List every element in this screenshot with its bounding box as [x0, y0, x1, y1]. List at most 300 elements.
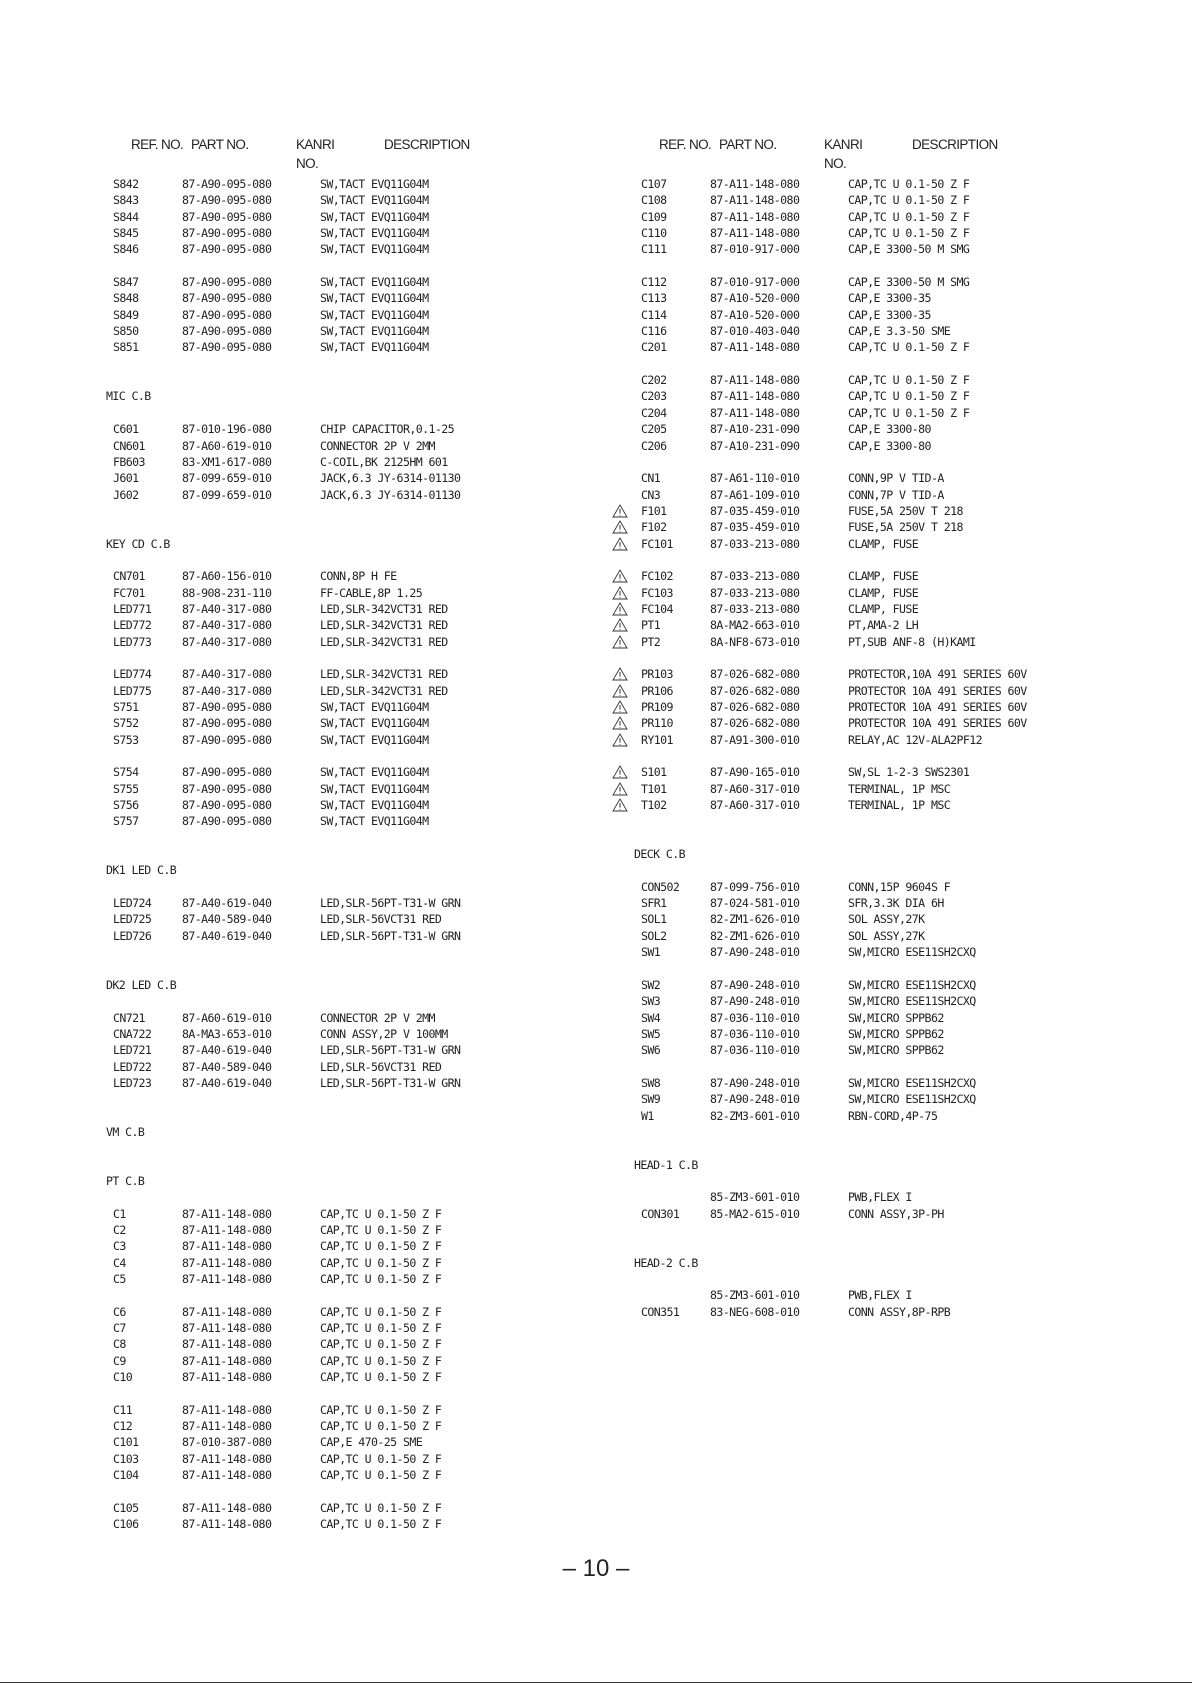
description-cell: CLAMP, FUSE — [848, 569, 919, 584]
part-no-cell: 87-A10-520-000 — [710, 291, 800, 306]
description-cell: SW,TACT EVQ11G04M — [320, 291, 429, 306]
ref-no-cell: CN3 — [641, 487, 661, 502]
spacer-row — [528, 258, 1048, 274]
description-cell: CLAMP, FUSE — [848, 536, 919, 551]
ref-no-cell: C105 — [113, 1500, 139, 1515]
ref-no-cell: LED775 — [113, 683, 152, 698]
part-row — [0, 1402, 520, 1418]
description-cell: CLAMP, FUSE — [848, 585, 919, 600]
part-row — [528, 993, 1048, 1009]
spacer-row — [528, 1124, 1048, 1140]
spacer-row — [0, 748, 520, 764]
ref-no-cell: S846 — [113, 242, 139, 257]
ref-no-cell: S847 — [113, 275, 139, 290]
ref-no-cell: RY101 — [641, 732, 673, 747]
section-heading — [0, 1173, 520, 1189]
part-row — [0, 470, 520, 486]
part-row — [0, 421, 520, 437]
part-row — [0, 1010, 520, 1026]
description-cell: SW,MICRO SPPB62 — [848, 1026, 944, 1041]
part-no-cell: 82-ZM1-626-010 — [710, 912, 800, 927]
part-no-cell: 87-A40-589-040 — [182, 1059, 272, 1074]
part-row — [0, 1206, 520, 1222]
spacer-row — [0, 405, 520, 421]
ref-no-cell: CNA722 — [113, 1026, 152, 1041]
part-row — [528, 470, 1048, 486]
description-cell: SOL ASSY,27K — [848, 928, 925, 943]
part-no-cell: 87-026-682-080 — [710, 716, 800, 731]
caution-triangle-icon — [612, 733, 628, 747]
ref-no-cell: C113 — [641, 291, 667, 306]
description-cell: SW,MICRO ESE11SH2CXQ — [848, 945, 976, 960]
ref-no-cell: SW8 — [641, 1075, 661, 1090]
part-row — [528, 421, 1048, 437]
part-no-cell: 87-A11-148-080 — [182, 1239, 272, 1254]
description-cell: CAP,E 3300-35 — [848, 307, 931, 322]
part-no-cell: 87-A11-148-080 — [182, 1206, 272, 1221]
part-no-cell: 87-026-682-080 — [710, 667, 800, 682]
left-parts-list — [0, 176, 520, 1533]
part-row — [0, 797, 520, 813]
part-row — [528, 519, 1048, 535]
caution-triangle-icon — [612, 782, 628, 796]
description-cell: SW,TACT EVQ11G04M — [320, 798, 429, 813]
spacer-row — [0, 944, 520, 960]
description-cell: SW,TACT EVQ11G04M — [320, 226, 429, 241]
caution-triangle-icon — [612, 798, 628, 812]
ref-no-cell: PT1 — [641, 618, 661, 633]
part-no-cell: 87-010-917-000 — [710, 242, 800, 257]
part-no-cell: 88-908-231-110 — [182, 585, 272, 600]
section-title: HEAD-2 C.B — [634, 1255, 698, 1270]
part-no-cell: 87-A40-619-040 — [182, 1043, 272, 1058]
part-row — [528, 536, 1048, 552]
description-cell: RELAY,AC 12V-ALA2PF12 — [848, 732, 982, 747]
ref-no-cell: C3 — [113, 1239, 126, 1254]
part-row — [0, 634, 520, 650]
part-no-cell: 85-MA2-615-010 — [710, 1206, 800, 1221]
section-title: DECK C.B — [634, 847, 686, 862]
part-no-cell: 87-A90-095-080 — [182, 291, 272, 306]
part-no-cell: 87-A11-148-080 — [710, 389, 800, 404]
part-no-cell: 87-A40-589-040 — [182, 912, 272, 927]
part-no-cell: 87-A40-317-080 — [182, 683, 272, 698]
spacer-row — [528, 961, 1048, 977]
part-row — [0, 1451, 520, 1467]
kanri-no-header: NO. — [296, 156, 319, 171]
description-cell: SW,MICRO ESE11SH2CXQ — [848, 1075, 976, 1090]
part-no-cell: 87-099-659-010 — [182, 471, 272, 486]
ref-no-cell: CN721 — [113, 1010, 145, 1025]
section-heading — [0, 1124, 520, 1140]
part-no-cell: 87-A10-520-000 — [710, 307, 800, 322]
spacer-row — [528, 552, 1048, 568]
part-row — [528, 601, 1048, 617]
part-no-cell: 87-A90-095-080 — [182, 340, 272, 355]
spacer-row — [0, 1385, 520, 1401]
part-no-cell: 87-036-110-010 — [710, 1026, 800, 1041]
part-no-cell: 87-035-459-010 — [710, 503, 800, 518]
description-cell: SW,TACT EVQ11G04M — [320, 700, 429, 714]
ref-no-cell: CN601 — [113, 438, 145, 453]
part-no-cell: 87-A90-095-080 — [182, 275, 272, 290]
part-row — [528, 1206, 1048, 1222]
part-row — [0, 192, 520, 208]
description-cell: CAP,TC U 0.1-50 Z F — [320, 1402, 442, 1417]
part-row — [0, 1369, 520, 1385]
part-row — [528, 209, 1048, 225]
part-row — [528, 339, 1048, 355]
part-no-cell: 87-A11-148-080 — [710, 193, 800, 208]
part-no-cell: 87-033-213-080 — [710, 601, 800, 616]
part-no-cell: 87-035-459-010 — [710, 520, 800, 535]
ref-no-cell: C110 — [641, 226, 667, 241]
ref-no-cell: SW1 — [641, 945, 661, 960]
description-cell: SW,MICRO ESE11SH2CXQ — [848, 1092, 976, 1107]
part-row — [0, 487, 520, 503]
part-no-cell: 87-A11-148-080 — [710, 373, 800, 388]
part-no-cell: 87-A90-165-010 — [710, 765, 800, 780]
part-row — [528, 274, 1048, 290]
ref-no-cell: LED723 — [113, 1075, 152, 1090]
part-row — [0, 1059, 520, 1075]
ref-no-cell: FB603 — [113, 454, 145, 469]
ref-no-cell: C106 — [113, 1517, 139, 1532]
part-no-cell: 87-A40-317-080 — [182, 634, 272, 649]
part-no-cell: 87-A90-248-010 — [710, 994, 800, 1009]
description-cell: CAP,TC U 0.1-50 Z F — [848, 209, 970, 224]
part-row — [0, 699, 520, 715]
ref-no-cell: PR109 — [641, 700, 673, 714]
ref-no-cell: C104 — [113, 1468, 139, 1483]
ref-no-cell: S757 — [113, 814, 139, 829]
description-cell: CAP,TC U 0.1-50 Z F — [320, 1517, 442, 1532]
spacer-row — [528, 1173, 1048, 1189]
ref-no-cell: LED721 — [113, 1043, 152, 1058]
part-row — [528, 290, 1048, 306]
part-row — [528, 764, 1048, 780]
ref-no-cell: LED724 — [113, 896, 152, 911]
part-row — [528, 928, 1048, 944]
description-cell: CAP,TC U 0.1-50 Z F — [320, 1353, 442, 1368]
part-row — [528, 372, 1048, 388]
description-cell: CAP,TC U 0.1-50 Z F — [320, 1321, 442, 1336]
caution-triangle-icon — [612, 586, 628, 600]
spacer-row — [0, 961, 520, 977]
ref-no-cell: FC101 — [641, 536, 673, 551]
description-cell: SW,TACT EVQ11G04M — [320, 324, 429, 339]
ref-no-cell: LED773 — [113, 634, 152, 649]
part-row — [0, 1500, 520, 1516]
ref-no-cell: S756 — [113, 798, 139, 813]
part-row — [0, 1418, 520, 1434]
description-cell: CAP,TC U 0.1-50 Z F — [320, 1419, 442, 1434]
section-title: DK1 LED C.B — [106, 863, 177, 878]
spacer-row — [528, 813, 1048, 829]
part-row — [528, 699, 1048, 715]
description-cell: LED,SLR-56VCT31 RED — [320, 912, 442, 927]
spacer-row — [0, 993, 520, 1009]
ref-no-cell: C203 — [641, 389, 667, 404]
spacer-row — [0, 650, 520, 666]
description-cell: FUSE,5A 250V T 218 — [848, 520, 963, 535]
description-cell: CAP,TC U 0.1-50 Z F — [848, 389, 970, 404]
spacer-row — [528, 830, 1048, 846]
ref-no-cell: C201 — [641, 340, 667, 355]
description-cell: TERMINAL, 1P MSC — [848, 781, 951, 796]
part-row — [528, 176, 1048, 192]
part-no-cell: 87-A40-619-040 — [182, 896, 272, 911]
ref-no-cell: C8 — [113, 1337, 126, 1352]
ref-no-cell: C101 — [113, 1435, 139, 1450]
part-no-cell: 87-A11-148-080 — [182, 1353, 272, 1368]
ref-no-cell: T102 — [641, 798, 667, 813]
spacer-row — [0, 1189, 520, 1205]
part-no-cell: 87-099-756-010 — [710, 879, 800, 894]
spacer-row — [0, 1140, 520, 1156]
part-row — [0, 781, 520, 797]
ref-no-cell: W1 — [641, 1108, 654, 1123]
section-heading — [0, 862, 520, 878]
ref-no-cell: C108 — [641, 193, 667, 208]
ref-no-cell: FC103 — [641, 585, 673, 600]
part-no-cell: 87-036-110-010 — [710, 1010, 800, 1025]
description-cell: SW,TACT EVQ11G04M — [320, 275, 429, 290]
part-row — [0, 1320, 520, 1336]
ref-no-cell: CN701 — [113, 569, 145, 584]
section-heading — [0, 977, 520, 993]
description-cell: RBN-CORD,4P-75 — [848, 1108, 938, 1123]
ref-no-cell: C204 — [641, 405, 667, 420]
part-no-cell: 87-A90-248-010 — [710, 1092, 800, 1107]
part-row — [528, 1287, 1048, 1303]
caution-triangle-icon — [612, 504, 628, 518]
part-no-cell: 87-A11-148-080 — [182, 1337, 272, 1352]
ref-no-cell: C1 — [113, 1206, 126, 1221]
ref-no-cell: C109 — [641, 209, 667, 224]
part-row — [528, 225, 1048, 241]
part-row — [0, 438, 520, 454]
description-cell: SW,TACT EVQ11G04M — [320, 307, 429, 322]
description-cell: CAP,TC U 0.1-50 Z F — [848, 193, 970, 208]
description-cell: SW,TACT EVQ11G04M — [320, 765, 429, 780]
part-no-cell: 87-033-213-080 — [710, 585, 800, 600]
part-no-cell: 87-010-917-000 — [710, 275, 800, 290]
part-no-cell: 87-A60-317-010 — [710, 781, 800, 796]
description-cell: SW,SL 1-2-3 SWS2301 — [848, 765, 970, 780]
part-no-cell: 87-A90-248-010 — [710, 1075, 800, 1090]
part-no-cell: 87-A11-148-080 — [182, 1272, 272, 1287]
ref-no-cell: SOL2 — [641, 928, 667, 943]
part-no-cell: 87-A11-148-080 — [182, 1223, 272, 1237]
part-row — [528, 388, 1048, 404]
part-row — [528, 438, 1048, 454]
part-row — [528, 634, 1048, 650]
part-no-cell: 85-ZM3-601-010 — [710, 1288, 800, 1303]
ref-no-cell: C206 — [641, 438, 667, 453]
description-cell: LED,SLR-342VCT31 RED — [320, 634, 448, 649]
spacer-row — [528, 748, 1048, 764]
part-row — [0, 1467, 520, 1483]
description-cell: CAP,TC U 0.1-50 Z F — [320, 1468, 442, 1483]
ref-no-cell: S844 — [113, 209, 139, 224]
ref-no-cell: C116 — [641, 324, 667, 339]
description-cell: CAP,TC U 0.1-50 Z F — [848, 373, 970, 388]
description-cell: CONN,9P V TID-A — [848, 471, 944, 486]
ref-no-header: REF. NO. — [659, 137, 712, 152]
spacer-row — [528, 356, 1048, 372]
part-row — [528, 715, 1048, 731]
part-row — [0, 1336, 520, 1352]
description-cell: PT,AMA-2 LH — [848, 618, 919, 633]
description-cell: SW,TACT EVQ11G04M — [320, 732, 429, 747]
spacer-row — [528, 1222, 1048, 1238]
spacer-row — [0, 372, 520, 388]
part-no-cell: 87-010-403-040 — [710, 324, 800, 339]
part-no-cell: 87-A90-095-080 — [182, 226, 272, 241]
ref-no-cell: PT2 — [641, 634, 661, 649]
part-no-cell: 87-A11-148-080 — [710, 177, 800, 191]
ref-no-cell: PR106 — [641, 683, 673, 698]
part-row — [528, 617, 1048, 633]
ref-no-cell: C6 — [113, 1304, 126, 1319]
ref-no-cell: F102 — [641, 520, 667, 535]
part-no-header: PART NO. — [719, 137, 777, 152]
description-cell: CAP,TC U 0.1-50 Z F — [848, 226, 970, 241]
part-no-cell: 87-A60-156-010 — [182, 569, 272, 584]
description-cell: CAP,TC U 0.1-50 Z F — [320, 1370, 442, 1385]
part-no-cell: 87-A40-619-040 — [182, 1075, 272, 1090]
spacer-row — [528, 650, 1048, 666]
part-row — [528, 241, 1048, 257]
part-row — [528, 944, 1048, 960]
part-no-cell: 87-A11-148-080 — [182, 1402, 272, 1417]
caution-triangle-icon — [612, 635, 628, 649]
ref-no-cell: S851 — [113, 340, 139, 355]
description-cell: C-COIL,BK 2125HM 601 — [320, 454, 448, 469]
part-no-cell: 87-A11-148-080 — [182, 1451, 272, 1466]
ref-no-cell: C112 — [641, 275, 667, 290]
ref-no-cell: J602 — [113, 487, 139, 502]
ref-no-cell: LED771 — [113, 601, 152, 616]
ref-no-cell: CN1 — [641, 471, 661, 486]
part-no-cell: 87-A10-231-090 — [710, 438, 800, 453]
part-no-cell: 87-A11-148-080 — [182, 1370, 272, 1385]
part-no-cell: 87-A90-095-080 — [182, 307, 272, 322]
ref-no-cell: C601 — [113, 422, 139, 437]
description-cell: SW,TACT EVQ11G04M — [320, 781, 429, 796]
ref-no-cell: C12 — [113, 1419, 133, 1434]
right-parts-list — [528, 176, 1048, 1320]
ref-no-cell: S753 — [113, 732, 139, 747]
caution-triangle-icon — [612, 684, 628, 698]
ref-no-cell: C202 — [641, 373, 667, 388]
description-cell: CONN ASSY,2P V 100MM — [320, 1026, 448, 1041]
kanri-header: KANRI — [296, 137, 335, 152]
description-cell: SW,TACT EVQ11G04M — [320, 340, 429, 355]
part-row — [0, 813, 520, 829]
caution-triangle-icon — [612, 716, 628, 730]
part-no-cell: 87-A90-095-080 — [182, 242, 272, 257]
description-cell: SW,MICRO SPPB62 — [848, 1010, 944, 1025]
spacer-row — [0, 1108, 520, 1124]
section-heading — [0, 536, 520, 552]
caution-triangle-icon — [612, 667, 628, 681]
part-no-cell: 87-A91-300-010 — [710, 732, 800, 747]
part-row — [0, 241, 520, 257]
part-no-cell: 87-A40-619-040 — [182, 928, 272, 943]
page-bottom-rule — [0, 1682, 1192, 1683]
description-cell: JACK,6.3 JY-6314-01130 — [320, 471, 461, 486]
ref-no-cell: LED722 — [113, 1059, 152, 1074]
spacer-row — [0, 1484, 520, 1500]
part-row — [528, 683, 1048, 699]
ref-no-cell: S849 — [113, 307, 139, 322]
description-cell: LED,SLR-56PT-T31-W GRN — [320, 1075, 461, 1090]
part-row — [528, 781, 1048, 797]
part-row — [0, 274, 520, 290]
description-cell: SW,MICRO ESE11SH2CXQ — [848, 977, 976, 992]
part-row — [0, 1434, 520, 1450]
description-cell: CONN ASSY,3P-PH — [848, 1206, 944, 1221]
part-no-cell: 83-NEG-608-010 — [710, 1304, 800, 1319]
description-cell: SW,TACT EVQ11G04M — [320, 193, 429, 208]
part-row — [0, 307, 520, 323]
description-cell: CAP,TC U 0.1-50 Z F — [320, 1304, 442, 1319]
spacer-row — [0, 552, 520, 568]
part-row — [528, 585, 1048, 601]
part-no-cell: 87-A90-095-080 — [182, 732, 272, 747]
ref-no-cell: CON301 — [641, 1206, 680, 1221]
description-cell: CAP,TC U 0.1-50 Z F — [848, 340, 970, 355]
spacer-row — [528, 1140, 1048, 1156]
part-no-cell: 87-A90-248-010 — [710, 945, 800, 960]
part-row — [0, 928, 520, 944]
section-title: MIC C.B — [106, 389, 151, 404]
ref-no-cell: S751 — [113, 700, 139, 714]
description-cell: SW,TACT EVQ11G04M — [320, 177, 429, 191]
part-row — [528, 487, 1048, 503]
part-no-cell: 87-A90-095-080 — [182, 700, 272, 714]
ref-no-cell: C111 — [641, 242, 667, 257]
description-header: DESCRIPTION — [912, 137, 998, 152]
description-cell: TERMINAL, 1P MSC — [848, 798, 951, 813]
part-no-cell: 87-A90-248-010 — [710, 977, 800, 992]
part-row — [0, 617, 520, 633]
description-cell: PROTECTOR 10A 491 SERIES 60V — [848, 683, 1027, 698]
description-cell: SW,TACT EVQ11G04M — [320, 716, 429, 731]
part-no-cell: 87-A90-095-080 — [182, 324, 272, 339]
ref-no-cell: S848 — [113, 291, 139, 306]
part-row — [528, 307, 1048, 323]
part-row — [528, 1304, 1048, 1320]
part-no-cell: 87-A11-148-080 — [710, 405, 800, 420]
description-cell: LED,SLR-56VCT31 RED — [320, 1059, 442, 1074]
ref-no-cell: SW6 — [641, 1043, 661, 1058]
spacer-row — [528, 1059, 1048, 1075]
description-cell: CONN,15P 9604S F — [848, 879, 951, 894]
part-row — [0, 1238, 520, 1254]
description-cell: CLAMP, FUSE — [848, 601, 919, 616]
description-cell: PWB,FLEX I — [848, 1190, 912, 1205]
part-row — [528, 1091, 1048, 1107]
part-row — [0, 1042, 520, 1058]
description-cell: PROTECTOR,10A 491 SERIES 60V — [848, 667, 1027, 682]
description-cell: SW,TACT EVQ11G04M — [320, 814, 429, 829]
part-no-cell: 87-A11-148-080 — [182, 1500, 272, 1515]
ref-no-cell: CON351 — [641, 1304, 680, 1319]
section-title: DK2 LED C.B — [106, 977, 177, 992]
